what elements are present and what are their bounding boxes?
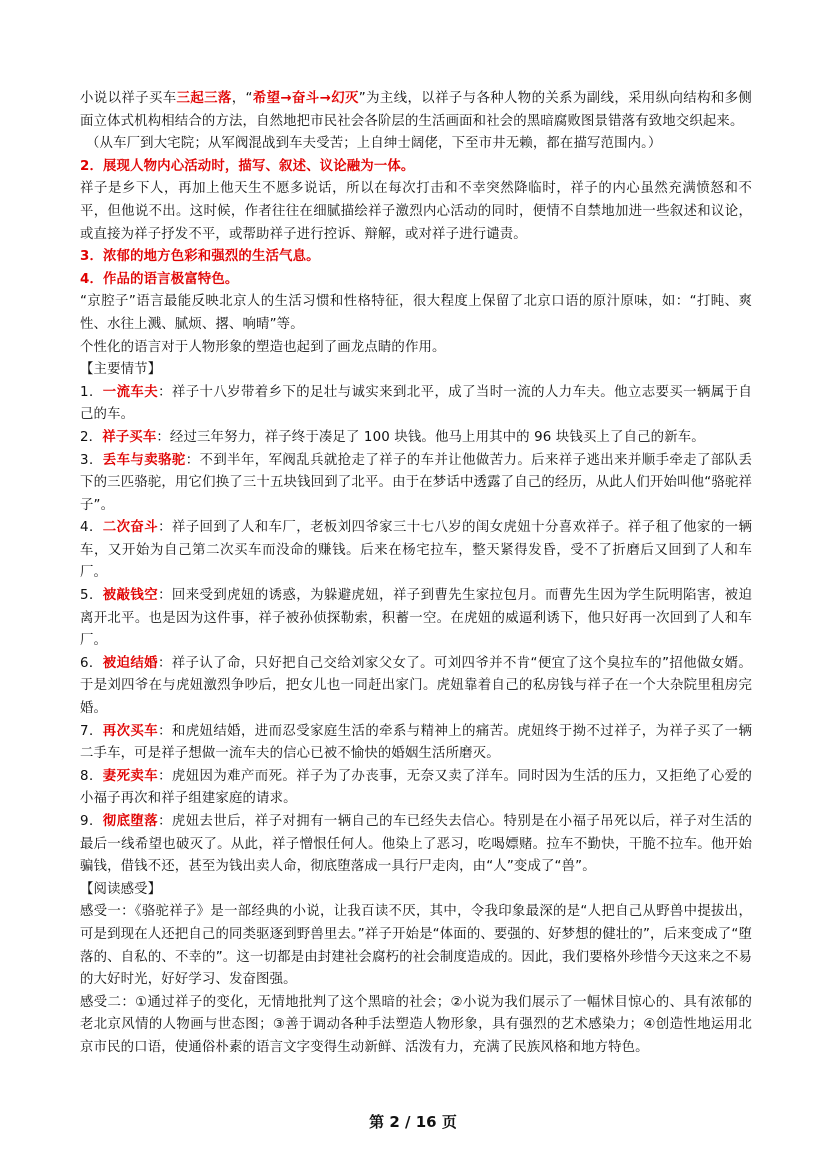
plot-item-key: 被敲钱空 (102, 588, 159, 604)
plot-item-key: 一流车夫 (102, 384, 159, 400)
feeling-one: 感受一：《骆驼祥子》是一部经典的小说，让我百读不厌，其中，令我印象最深的是“人把自己从野兽中提拔出，可是到现在人还把自己的同类驱逐到野兽里去。”祥子开始是“体面的、要强的、好梦想的健壮的”，后来变成了“堕落的、自私的、不幸的”。这一切都是由封建社会腐朽的社会制度造成的。因此，我们要格外珍惜今天这来之不易的大好时光，好好学习、发奋图强。 (80, 904, 752, 988)
section-4-body-2: 个性化的语言对于人物形象的塑造也起到了画龙点睛的作用。 (80, 339, 446, 355)
section-2-heading: 2．展现人物内心活动时，描写、叙述、议论融为一体。 (80, 158, 415, 174)
plot-item-9: 9．彻底堕落：虎妞去世后，祥子对拥有一辆自己的车已经失去信心。特别是在小福子吊死以后，祥子对生活的最后一线希望也破灭了。从此，祥子憎恨任何人。他染上了恶习，吃喝嫖赌。拉车不勤快，干脆不拉车。他开始骗钱，借钱不还，甚至为钱出卖人命，彻底堕落成一具行尸走肉，由“人”变成了“兽”。 (80, 814, 752, 875)
plot-item-key: 再次买车 (102, 723, 159, 739)
feelings-title: 【阅读感受】 (80, 881, 162, 897)
plot-item-7: 7．再次买车：和虎妞结婚，进而忍受家庭生活的牵系与精神上的痛苦。虎妞终于拗不过祥子，为祥子买了一辆二手车，可是祥子想做一流车夫的信心已被不愉快的婚姻生活所磨灭。 (80, 723, 752, 762)
plot-item-key: 彻底堕落 (102, 814, 159, 829)
page-number: 第 2 / 16 页 (369, 1113, 457, 1131)
plot-item-key: 祥子买车 (102, 429, 157, 445)
section-2-body: 祥子是乡下人，再加上他天生不愿多说话，所以在每次打击和不幸突然降临时，祥子的内心虽然充满愤怒和不平，但他说不出。这时候，作者往往在细腻描绘祥子激烈内心活动的同时，便情不自禁地加进一些叙述和议论，或直接为祥子抒发不平，或帮助祥子进行控诉、辩解，或对祥子进行谴责。 (80, 181, 752, 242)
plot-item-1: 1．一流车夫：祥子十八岁带着乡下的足壮与诚实来到北平，成了当时一流的人力车夫。他立志要买一辆属于自己的车。 (80, 384, 752, 423)
feeling-two: 感受二：①通过祥子的变化，无情地批判了这个黑暗的社会；②小说为我们展示了一幅怵目惊心的、具有浓郁的老北京风情的人物画与世态图；③善于调动各种手法塑造人物形象，具有强烈的艺术感染力；④创造性地运用北京市民的口语，使通俗朴素的语言文字变得生动新鲜、活泼有力，充满了民族风格和地方特色。 (80, 994, 752, 1055)
document-page (80, 88, 752, 1060)
plot-item-8: 8．妻死卖车：虎妞因为难产而死。祥子为了办丧事，无奈又卖了洋车。同时因为生活的压力，又拒绝了心爱的小福子再次和祥子组建家庭的请求。 (80, 768, 752, 807)
highlight-hope-struggle-disillusion: 希望→奋斗→幻灭 (252, 91, 359, 106)
section-4-body-1: “京腔子”语言最能反映北京人的生活习惯和性格特征，很大程度上保留了北京口语的原汁原味，如：“打盹、爽性、水往上溅、腻烦、撂、响晴”等。 (80, 294, 752, 332)
plot-item-6: 6．被迫结婚：祥子认了命，只好把自己交给刘家父女了。可刘四爷并不肯“便宜了这个臭拉车的”招他做女婿。于是刘四爷在与虎妞激烈争吵后，把女儿也一同赶出家门。虎妞靠着自己的私房钱与祥子在一个大杂院里租房完婚。 (80, 655, 752, 717)
intro-paragraph: 小说以祥子买车三起三落，“希望→奋斗→幻灭”为主线，以祥子与各种人物的关系为副线，采用纵向结构和多侧面立体式机构相结合的方法，自然地把市民社会各阶层的生活画面和社会的黑暗腐败图景错落有致地交织起来。 (80, 91, 752, 129)
plot-item-2: 2．祥子买车：经过三年努力，祥子终于凑足了 100 块钱。他马上用其中的 96 块钱买上了自己的新车。 (80, 429, 705, 445)
highlight-three-ups-downs: 三起三落 (176, 91, 232, 106)
plot-item-key: 被迫结婚 (102, 655, 158, 671)
plot-item-3: 3．丢车与卖骆驼：不到半年，军阀乱兵就抢走了祥子的车并让他做苦力。后来祥子逃出来并顺手牵走了部队丢下的三匹骆驼，用它们换了三十五块钱回到了北平。由于在梦话中透露了自己的经历，从此人们开始叫他“骆驼祥子”。 (80, 452, 752, 513)
plot-title: 【主要情节】 (80, 362, 162, 378)
plot-item-5: 5．被敲钱空：回来受到虎妞的诱惑，为躲避虎妞，祥子到曹先生家拉包月。而曹先生因为学生阮明陷害，被迫离开北平。也是因为这件事，祥子被孙侦探勒索，积蓄一空。在虎妞的威逼利诱下，他只好再一次回到了人和车厂。 (80, 588, 752, 649)
plot-item-4: 4．二次奋斗：祥子回到了人和车厂，老板刘四爷家三十七八岁的闺女虎妞十分喜欢祥子。祥子租了他家的一辆车，又开始为自己第二次买车而没命的赚钱。后来在杨宅拉车，整天紧得发昏，受不了折磨后又回到了人和车厂。 (80, 520, 752, 581)
plot-item-key: 妻死卖车 (102, 768, 159, 784)
intro-parenthetical: （从车厂到大宅院；从军阀混战到车夫受苦；上自绅士阔佬，下至市井无赖，都在描写范围内。） (86, 136, 662, 152)
plot-item-key: 二次奋斗 (102, 520, 159, 536)
section-4-heading: 4．作品的语言极富特色。 (80, 271, 239, 287)
section-3-heading: 3．浓郁的地方色彩和强烈的生活气息。 (80, 249, 320, 265)
plot-item-key: 丢车与卖骆驼 (102, 452, 186, 468)
